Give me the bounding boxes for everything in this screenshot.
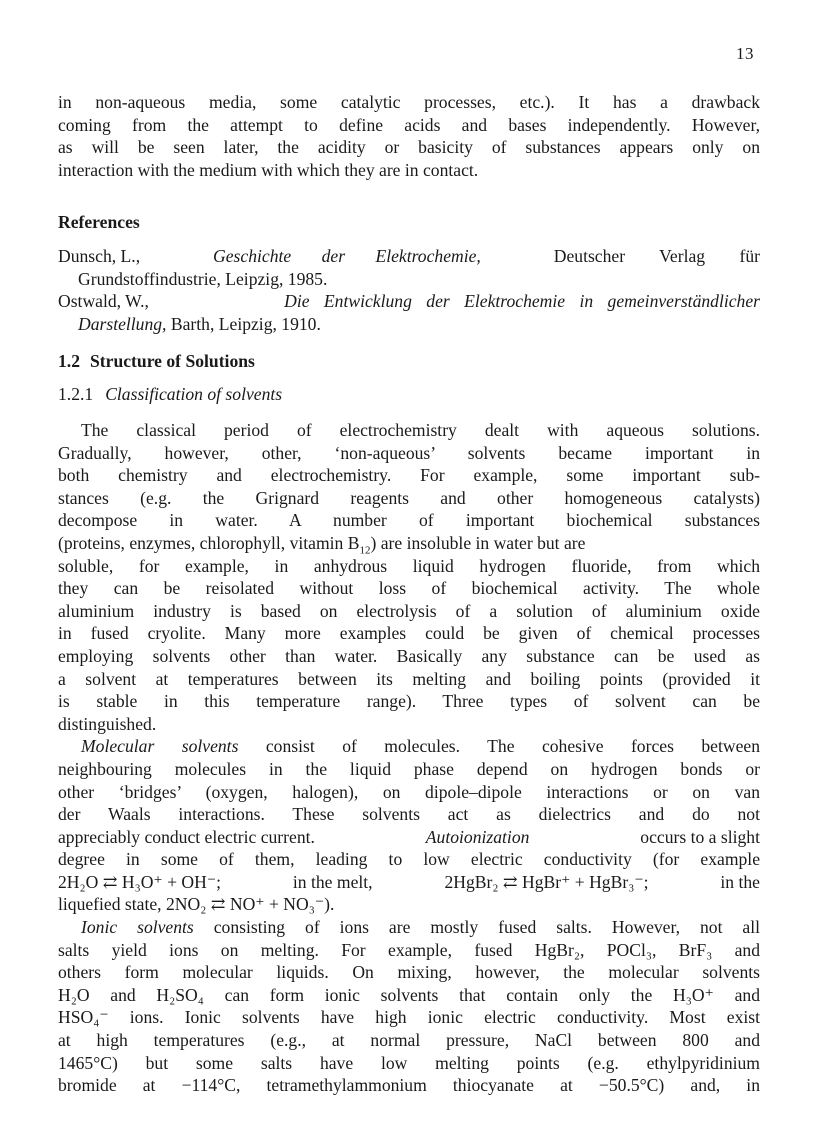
text-line: 1465°C) but some salts have low melting points (e.g. ethylpyridinium: [58, 1052, 760, 1073]
text-line: neighbouring molecules in the liquid phase depend on hydrogen bonds or: [58, 758, 760, 779]
text-line: Gradually, however, other, ‘non-aqueous’ solvents became important in: [58, 442, 760, 463]
text-line: aluminium industry is based on electrolysis of a solution of aluminium oxide: [58, 600, 760, 621]
reference-title-cont: Darstellung,: [78, 313, 167, 334]
text-line: distinguished.: [58, 713, 157, 734]
reference-title: Geschichte der Elektrochemie,: [213, 246, 481, 266]
page-number: 13: [736, 44, 754, 63]
text-line: liquefied state, 2NO₂ ⇄ NO⁺ + NO₃⁻).: [58, 894, 335, 915]
reference-author: Ostwald, W.,: [58, 291, 149, 312]
text-line: employing solvents other than water. Basically any substance can be used as: [58, 645, 760, 666]
text-line: der Waals interactions. These solvents act as dielectrics and do not: [58, 804, 760, 825]
text-fragment: (proteins, enzymes, chlorophyll, vitamin $B_{12}$) are insoluble in water but are: [58, 532, 586, 557]
equation: 2HgBr₂ ⇄ HgBr⁺ + HgBr₃⁻;: [444, 871, 649, 892]
reference-title: Die Entwicklung der Elektrochemie in gemeinverständlicher: [284, 291, 760, 312]
text-line: stances (e.g. the Grignard reagents and other homogeneous catalysts): [58, 487, 760, 508]
text-line: degree in some of them, leading to low electric conductivity (for example: [58, 849, 760, 870]
section-number: 1.2: [58, 351, 80, 371]
reference-line: [58, 290, 760, 313]
text-line: salts yield ions on melting. For example, fused HgBr₂, POCl₃, BrF₃ and: [58, 939, 760, 960]
text-line: [58, 532, 760, 555]
text-line: appreciably conduct electric current. Autoionization occurs to a slight: [58, 826, 760, 847]
text-line: Molecular solvents consist of molecules. The cohesive forces between: [81, 736, 760, 757]
text-line: decompose in water. A number of important biochemical substances: [58, 510, 760, 531]
text-line: Ionic solvents consisting of ions are mostly fused salts. However, not all: [81, 917, 760, 938]
text-line: as will be seen later, the acidity or basicity of substances appears only on: [58, 137, 760, 158]
text-line: both chemistry and electrochemistry. For example, some important sub-: [58, 465, 760, 486]
text-line: interaction with the medium with which they are in contact.: [58, 159, 479, 180]
subsection-number: 1.2.1: [58, 384, 94, 404]
text-line: soluble, for example, in anhydrous liquid hydrogen fluoride, from which: [58, 555, 760, 576]
text-line: at high temperatures (e.g., at normal pressure, NaCl between 800 and: [58, 1030, 760, 1051]
equation: 2NO₂ ⇄ NO⁺ + NO₃⁻).: [165, 894, 335, 915]
text-line: other ‘bridges’ (oxygen, halogen), on dipole–dipole interactions or on van: [58, 781, 760, 802]
reference-publisher: Barth, Leipzig, 1910.: [170, 313, 321, 334]
references-list: [58, 245, 760, 335]
text-line: The classical period of electrochemistry dealt with aqueous solutions.: [81, 420, 760, 440]
text-line: in fused cryolite. Many more examples could be given of chemical processes: [58, 623, 760, 644]
reference-line: [58, 245, 760, 268]
text-line: coming from the attempt to define acids and bases independently. However,: [58, 114, 760, 135]
reference-entry: [58, 245, 760, 290]
subsection-heading: [58, 384, 282, 405]
text-line: H₂O and H₂SO₄ can form ionic solvents that contain only the H₃O⁺ and: [58, 984, 760, 1005]
text-line: HSO₄⁻ ions. Ionic solvents have high ionic electric conductivity. Most exist: [58, 1007, 760, 1028]
section-title: Structure of Solutions: [90, 351, 255, 371]
text-line: in non-aqueous media, some catalytic processes, etc.). It has a drawback: [58, 92, 760, 112]
reference-continuation: Grundstoffindustrie, Leipzig, 1985.: [78, 268, 328, 289]
references-heading: References: [58, 212, 140, 232]
text-line: 2H₂O ⇄ H₃O⁺ + OH⁻; in the melt, 2HgBr₂ ⇄ HgBr⁺ + HgBr₃⁻; in the: [58, 871, 760, 892]
text-line: bromide at −114°C, tetramethylammonium thiocyanate at −50.5°C) and, in: [58, 1075, 760, 1096]
subsection-title: Classification of solvents: [105, 384, 283, 404]
reference-entry: [58, 290, 760, 335]
intro-paragraph: [58, 91, 760, 181]
text-line: a solvent at temperatures between its melting and boiling points (provided it: [58, 668, 760, 689]
body-text: [58, 419, 760, 1097]
reference-author: Dunsch, L.,: [58, 246, 141, 266]
reference-publisher: Deutscher Verlag für: [553, 246, 760, 266]
text-line: others form molecular liquids. On mixing, however, the molecular solvents: [58, 962, 760, 983]
text-line: is stable in this temperature range). Three types of solvent can be: [58, 691, 760, 712]
section-heading: [58, 351, 255, 372]
text-line: they can be reisolated without loss of biochemical activity. The whole: [58, 578, 760, 599]
equation: 2H₂O ⇄ H₃O⁺ + OH⁻;: [58, 871, 222, 892]
reference-continuation: [58, 313, 760, 336]
